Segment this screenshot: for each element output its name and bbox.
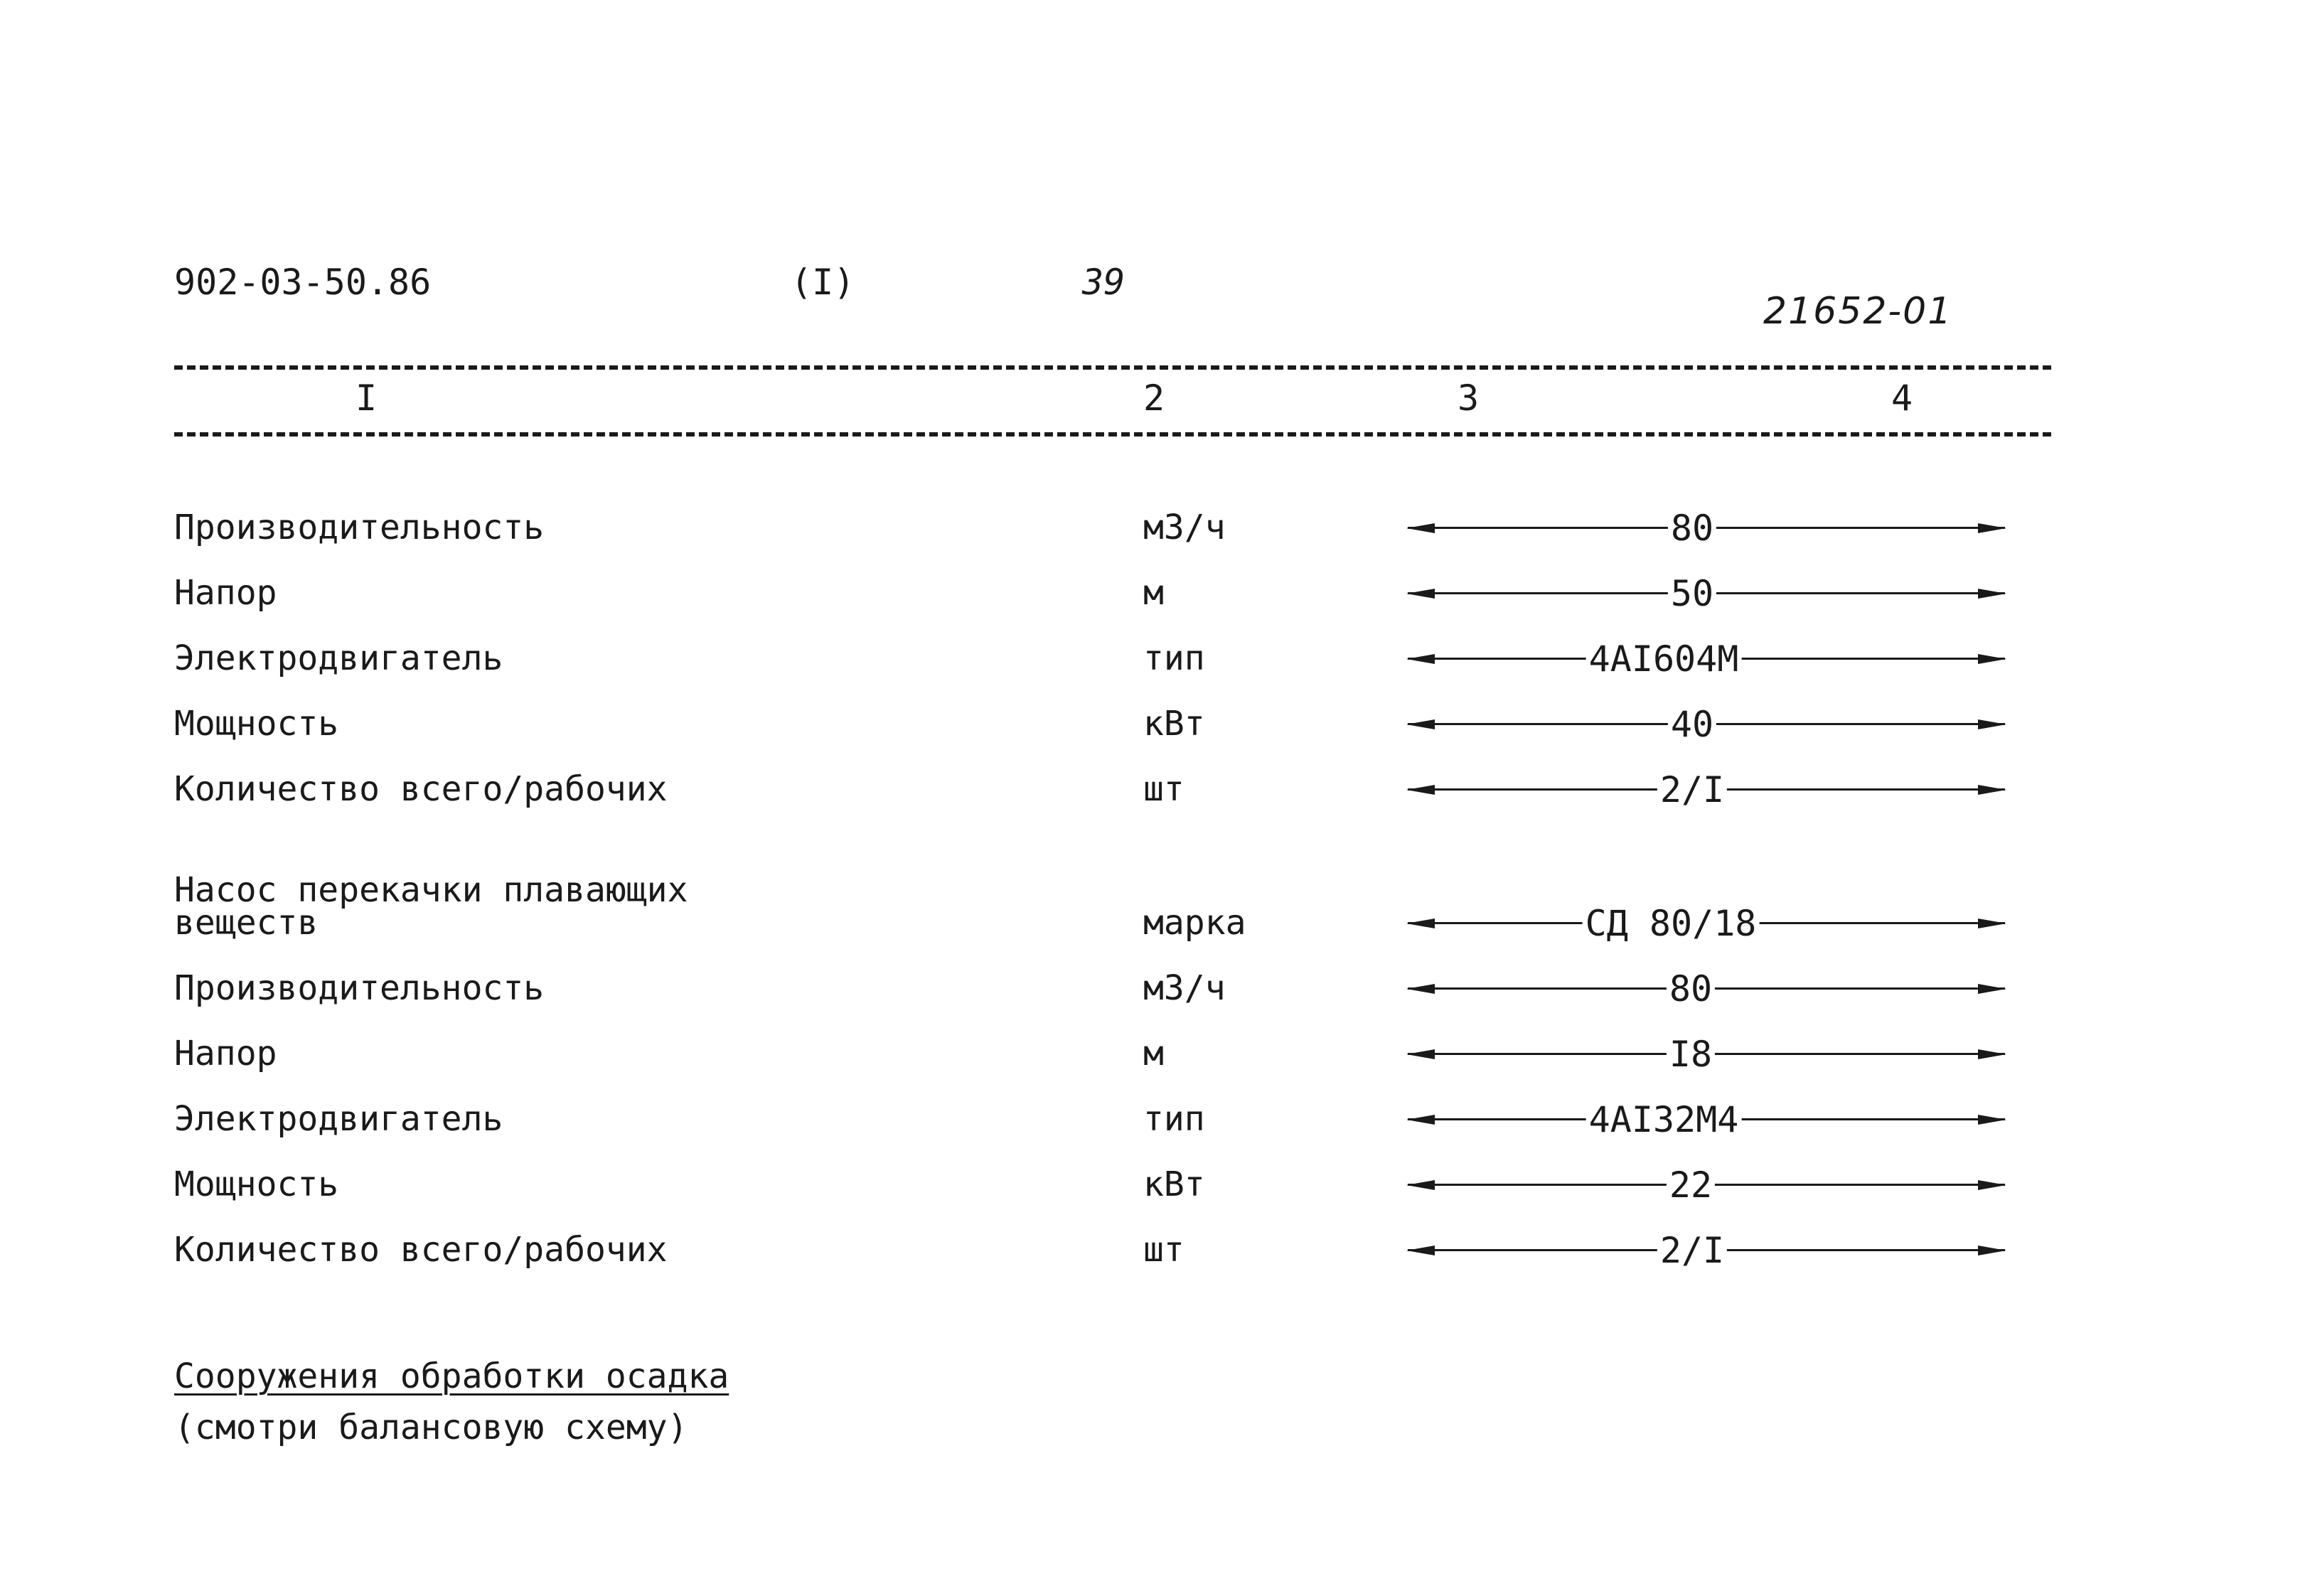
row-value: 2/I: [1657, 772, 1727, 808]
column-number-3: 3: [1458, 377, 1480, 419]
section-note: (смотри балансовую схему): [174, 1408, 688, 1447]
row-value: 80: [1668, 510, 1716, 546]
row-label: Напор: [174, 573, 277, 613]
row-unit: шт: [1143, 1230, 1185, 1270]
inventory-stamp: 21652-01: [1763, 290, 1953, 333]
row-label: Количество всего/рабочих: [174, 769, 668, 809]
row-unit: кВт: [1143, 1164, 1205, 1204]
row-value: 50: [1668, 576, 1716, 611]
row-label: Количество всего/рабочих: [174, 1230, 668, 1270]
row-unit: шт: [1143, 769, 1185, 809]
row-label: Производительность: [174, 968, 545, 1008]
row-value: I8: [1667, 1037, 1715, 1072]
row-value: 4AI32M4: [1586, 1102, 1742, 1137]
row-label: Электродвигатель: [174, 1099, 503, 1139]
row-unit: тип: [1143, 1099, 1205, 1139]
page-number: 39: [1082, 262, 1125, 303]
row-unit: м: [1143, 1034, 1164, 1073]
row-value: 4AI604M: [1586, 641, 1742, 677]
row-value: 22: [1667, 1167, 1715, 1203]
section-number: (I): [791, 262, 855, 303]
table-header-bottom-rule: [174, 432, 2051, 437]
document-code: 902-03-50.86: [174, 262, 432, 303]
row-unit: кВт: [1143, 704, 1205, 744]
row-label-continuation: веществ: [174, 903, 319, 943]
row-unit: тип: [1143, 638, 1205, 678]
column-number-1: I: [355, 377, 378, 419]
row-label: Напор: [174, 1034, 277, 1073]
section-heading: Сооружения обработки осадка: [174, 1356, 729, 1396]
row-value: СД 80/18: [1583, 906, 1760, 941]
column-number-2: 2: [1143, 377, 1165, 419]
row-label: Электродвигатель: [174, 638, 503, 678]
row-value: 80: [1667, 971, 1715, 1007]
row-unit: м: [1143, 573, 1164, 613]
row-value: 2/I: [1657, 1233, 1727, 1268]
row-unit: м3/ч: [1143, 968, 1226, 1008]
row-label: Насос перекачки плавающих: [174, 870, 688, 910]
row-value: 40: [1668, 707, 1716, 742]
row-unit: м3/ч: [1143, 508, 1226, 547]
row-unit: марка: [1143, 903, 1246, 943]
row-label: Мощность: [174, 1164, 339, 1204]
table-header-top-rule: [174, 365, 2051, 370]
column-number-4: 4: [1891, 377, 1913, 419]
row-label: Мощность: [174, 704, 339, 744]
row-label: Производительность: [174, 508, 545, 547]
